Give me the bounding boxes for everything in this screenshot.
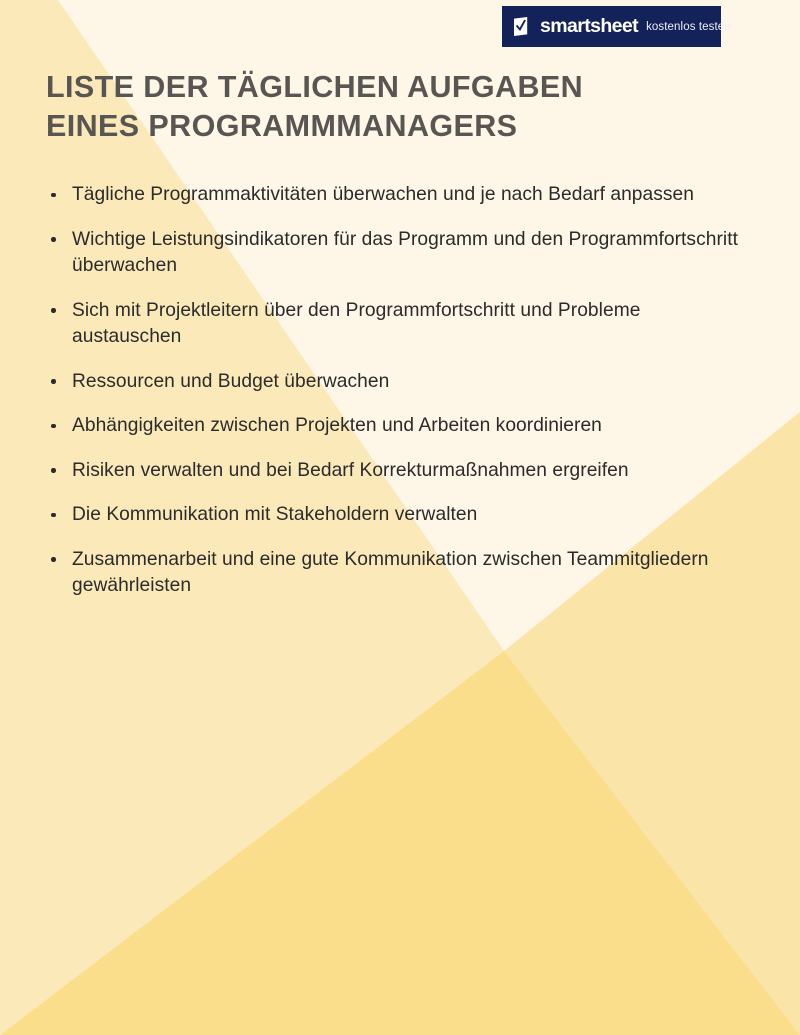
list-item	[46, 369, 746, 396]
bullet-icon	[51, 513, 56, 518]
checkbox-check-icon	[514, 17, 533, 36]
free-trial-label: kostenlos testen	[646, 20, 731, 33]
list-item-text: Risiken verwalten und bei Bedarf Korrekturmaßnahmen ergreifen	[72, 459, 629, 481]
bullet-icon	[51, 557, 56, 562]
bullet-icon	[51, 468, 56, 473]
list-item	[46, 182, 746, 209]
list-item-text: Die Kommunikation mit Stakeholdern verwalten	[72, 504, 478, 525]
page-title-line-2: EINES PROGRAMMMANAGERS	[46, 109, 518, 144]
list-item	[46, 413, 746, 440]
bullet-icon	[51, 379, 56, 384]
smartsheet-logo-badge[interactable]	[502, 6, 731, 47]
list-item-text: Abhängigkeiten zwischen Projekten und Arbeiten koordinieren	[72, 415, 602, 436]
bullet-icon	[51, 424, 56, 429]
bullet-icon	[51, 237, 56, 242]
list-item	[46, 298, 746, 351]
list-item	[46, 227, 746, 280]
page-title	[46, 68, 746, 146]
page-title-line-1: LISTE DER TÄGLICHEN AUFGABEN	[46, 70, 584, 104]
daily-task-list	[46, 182, 746, 600]
list-item	[46, 502, 746, 529]
list-item-text: Zusammenarbeit und eine gute Kommunikation zwischen Teammitgliedern gewährleisten	[72, 548, 709, 596]
list-item-text: Ressourcen und Budget überwachen	[72, 370, 390, 392]
list-item	[46, 547, 746, 600]
list-item-text: Wichtige Leistungsindikatoren für das Programm und den Programmfortschritt überwachen	[72, 228, 738, 276]
list-item-text: Sich mit Projektleitern über den Programmfortschritt und Probleme austauschen	[72, 299, 641, 347]
bullet-icon	[51, 193, 56, 198]
bullet-icon	[51, 308, 56, 313]
smartsheet-wordmark: smartsheet	[540, 14, 639, 37]
list-item	[46, 458, 746, 485]
list-item-text: Tägliche Programmaktivitäten überwachen und je nach Bedarf anpassen	[72, 184, 694, 205]
